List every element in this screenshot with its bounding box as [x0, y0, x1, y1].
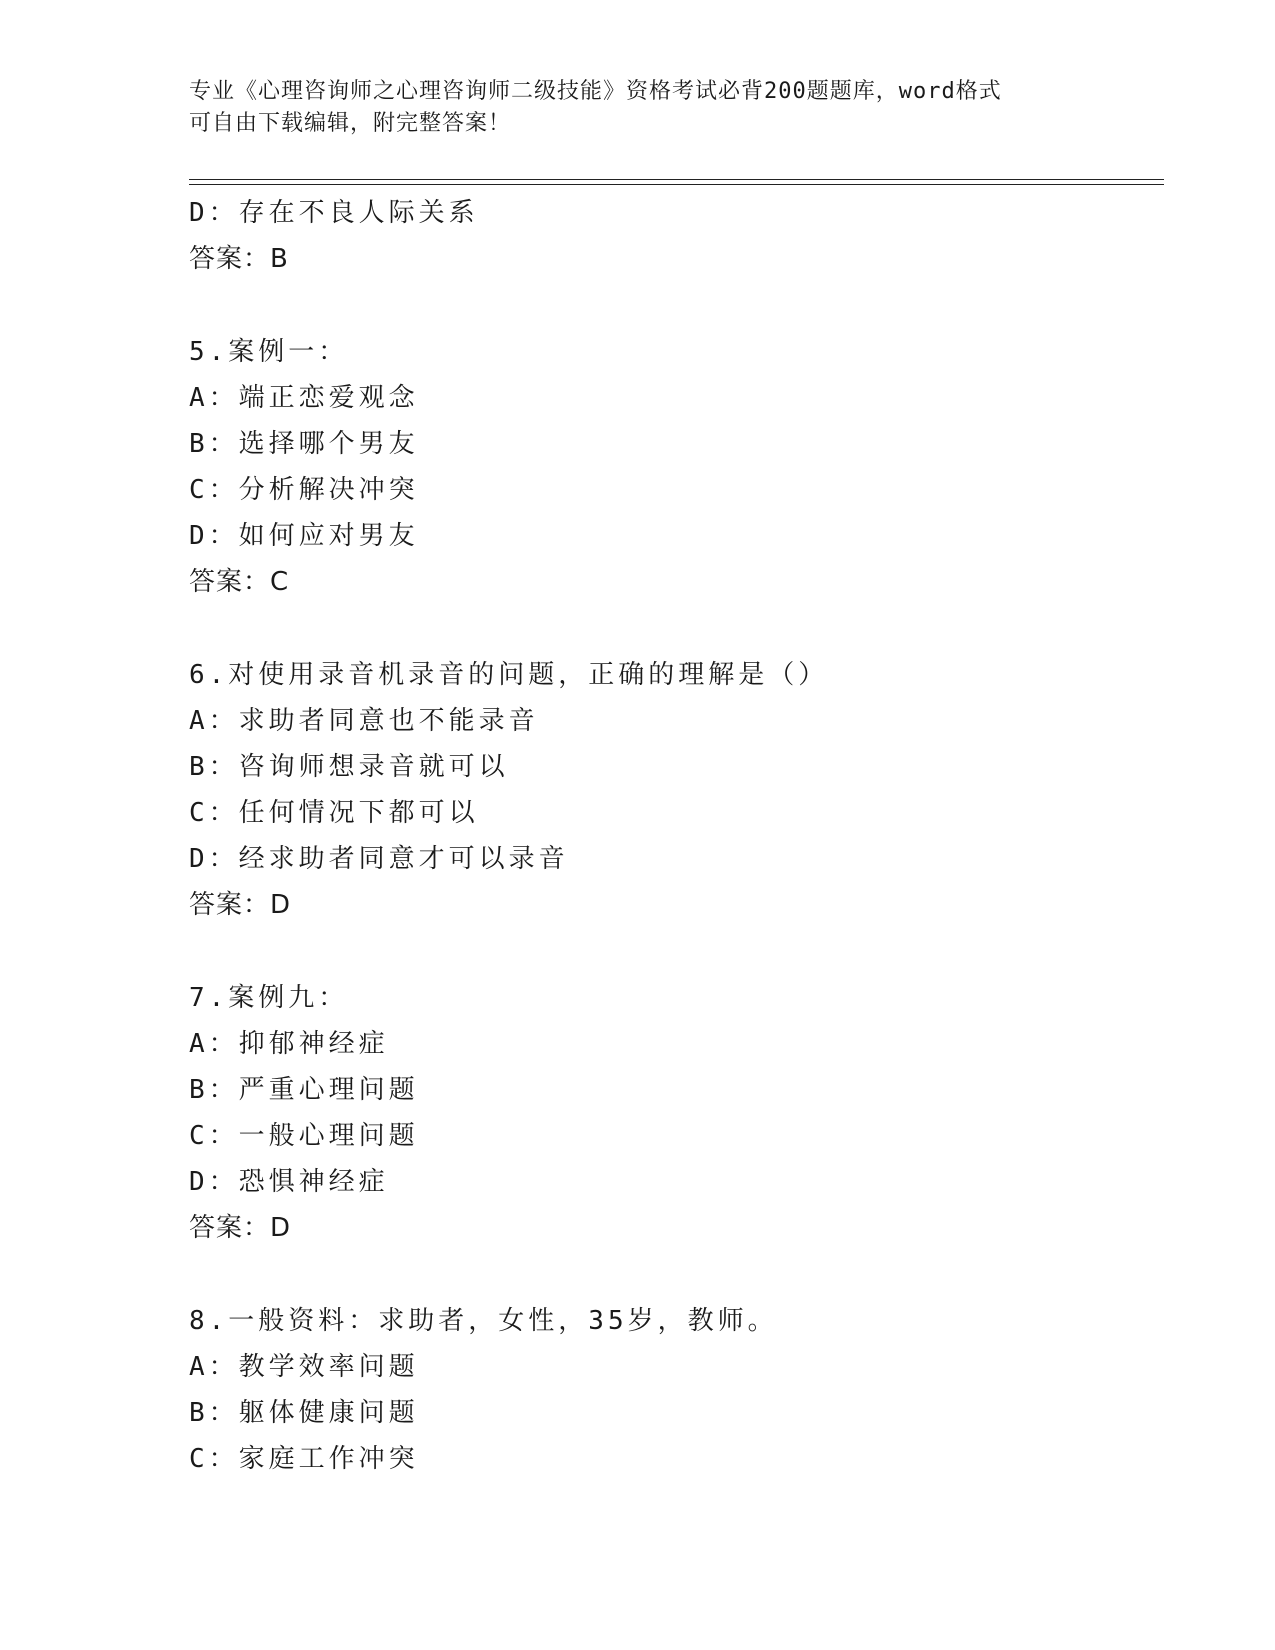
question-stem: 6.对使用录音机录音的问题，正确的理解是（） — [189, 660, 829, 690]
option-d: D：存在不良人际关系 — [189, 198, 479, 228]
question-list — [189, 190, 1149, 1482]
option-a: A：求助者同意也不能录音 — [189, 706, 539, 736]
option-c: C：任何情况下都可以 — [189, 798, 479, 828]
spacer — [189, 928, 1149, 975]
question-stem: 8.一般资料：求助者，女性，35岁，教师。 — [189, 1306, 778, 1336]
option-b: B：选择哪个男友 — [189, 429, 419, 459]
option-b: B：严重心理问题 — [189, 1075, 419, 1105]
header-divider-top — [189, 179, 1164, 180]
option-d: D：如何应对男友 — [189, 521, 419, 551]
header-line-2: 可自由下载编辑，附完整答案！ — [189, 111, 512, 136]
option-c: C：一般心理问题 — [189, 1121, 419, 1151]
spacer — [189, 605, 1149, 652]
answer-line: 答案：D — [189, 890, 292, 920]
option-d: D：恐惧神经症 — [189, 1167, 389, 1197]
document-header — [189, 76, 1089, 140]
header-line-1: 专业《心理咨询师之心理咨询师二级技能》资格考试必背200题题库，word格式 — [189, 79, 1002, 104]
header-divider-bottom — [189, 184, 1164, 185]
option-b: B：咨询师想录音就可以 — [189, 752, 509, 782]
spacer — [189, 1251, 1149, 1298]
spacer — [189, 282, 1149, 329]
question-stem: 5.案例一： — [189, 337, 349, 367]
answer-line: 答案：B — [189, 244, 289, 274]
option-c: C：分析解决冲突 — [189, 475, 419, 505]
option-a: A：端正恋爱观念 — [189, 383, 419, 413]
answer-line: 答案：D — [189, 1213, 292, 1243]
option-d: D：经求助者同意才可以录音 — [189, 844, 569, 874]
option-b: B：躯体健康问题 — [189, 1398, 419, 1428]
option-a: A：抑郁神经症 — [189, 1029, 389, 1059]
option-c: C：家庭工作冲突 — [189, 1444, 419, 1474]
answer-line: 答案：C — [189, 567, 290, 597]
option-a: A：教学效率问题 — [189, 1352, 419, 1382]
question-stem: 7.案例九： — [189, 983, 349, 1013]
